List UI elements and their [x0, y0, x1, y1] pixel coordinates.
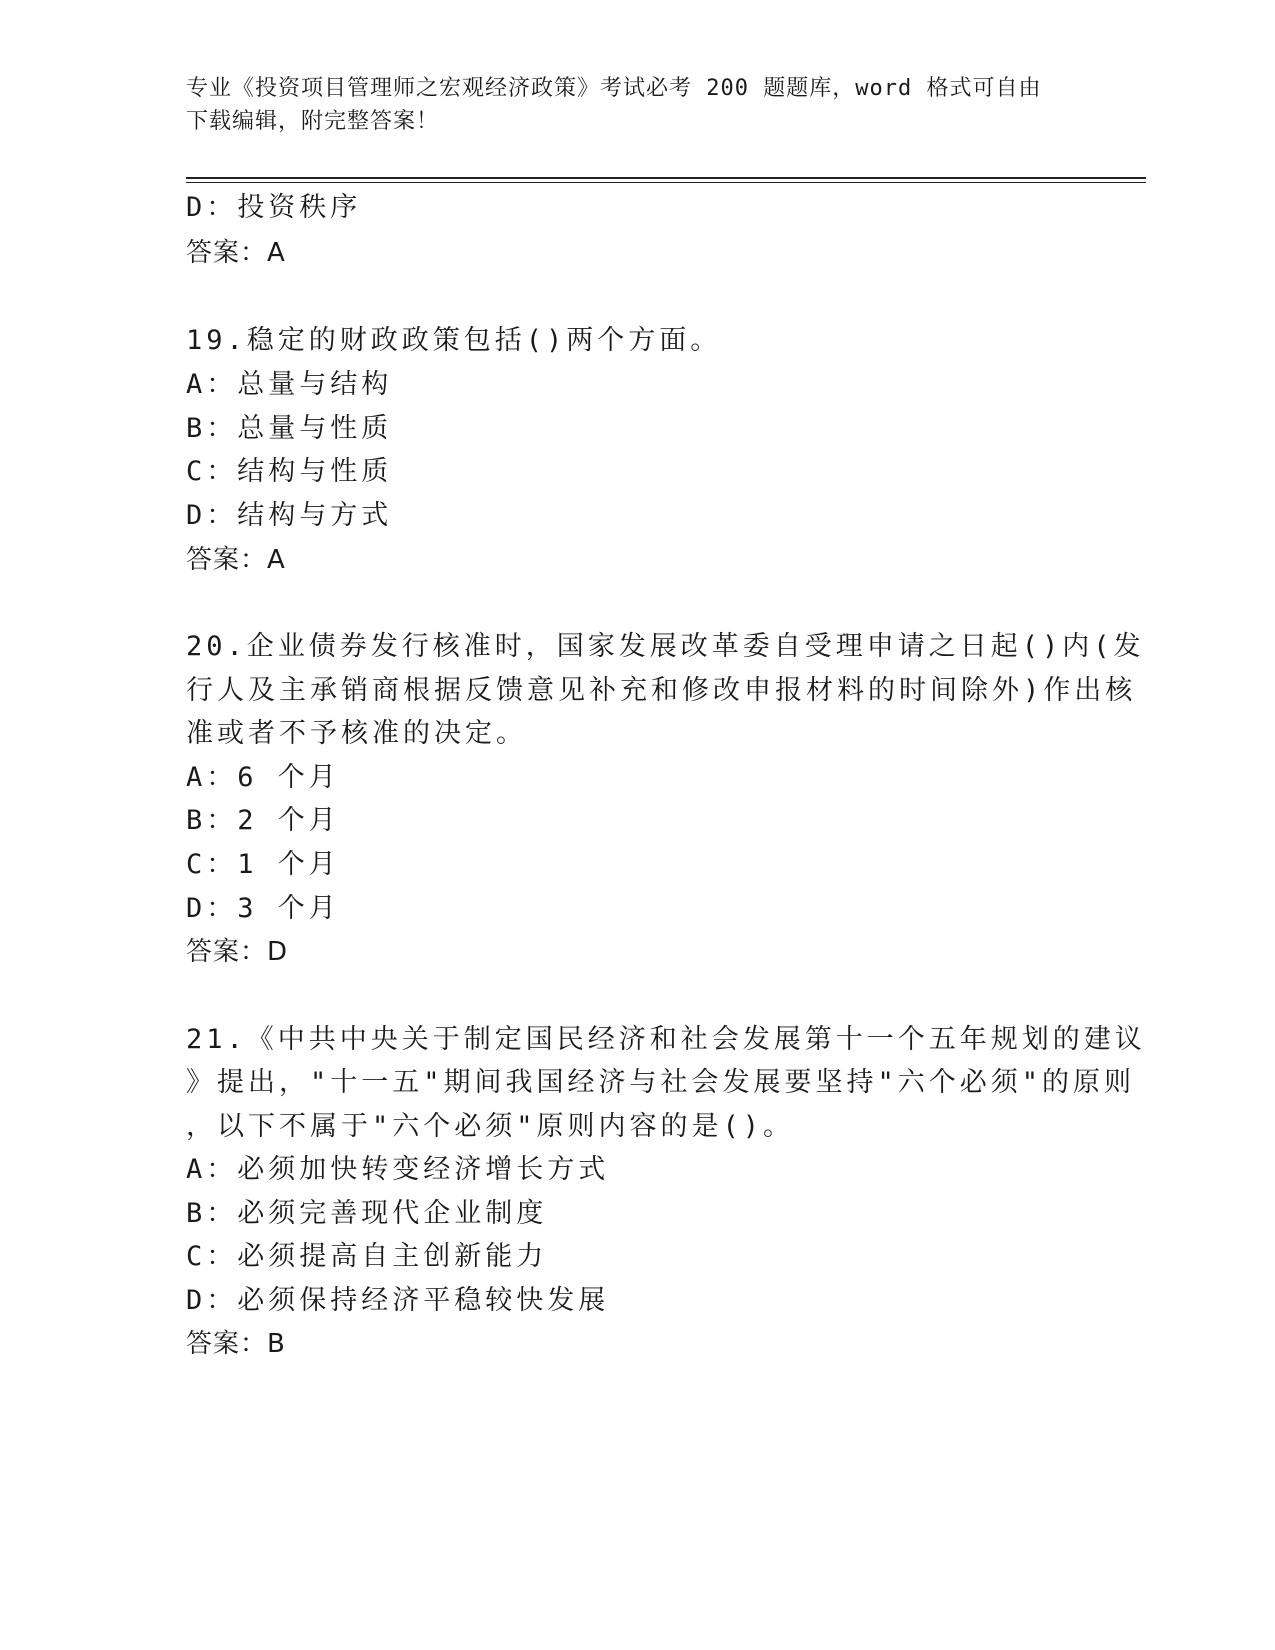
document-header: [186, 72, 1086, 138]
q21-stem-line-1: 21.《中共中央关于制定国民经济和社会发展第十一个五年规划的建议: [186, 1024, 1146, 1055]
q19-option-c: C：结构与性质: [186, 456, 393, 487]
q19-answer: 答案：A: [186, 545, 286, 575]
q21-stem-line-3: ，以下不属于"六个必须"原则内容的是()。: [186, 1111, 795, 1142]
q21-stem-line-2: 》提出，"十一五"期间我国经济与社会发展要坚持"六个必须"的原则: [186, 1067, 1136, 1098]
q19-stem-line-1: 19.稳定的财政政策包括()两个方面。: [186, 325, 722, 356]
q21-option-d: D：必须保持经济平稳较快发展: [186, 1285, 610, 1316]
q21-option-a: A：必须加快转变经济增长方式: [186, 1154, 610, 1185]
q21-option-c: C：必须提高自主创新能力: [186, 1241, 548, 1272]
q21-answer: 答案：B: [186, 1329, 286, 1359]
header-divider-thin: [186, 182, 1146, 183]
header-line-1: 专业《投资项目管理师之宏观经济政策》考试必考 200 题题库，word 格式可自由: [186, 76, 1042, 101]
q19-option-d: D：结构与方式: [186, 500, 393, 531]
q21-option-b: B：必须完善现代企业制度: [186, 1198, 548, 1229]
q19-option-b: B：总量与性质: [186, 413, 393, 444]
q20-option-b: B：2 个月: [186, 805, 340, 836]
header-line-2: 下载编辑，附完整答案！: [186, 109, 440, 134]
header-divider-thick: [186, 177, 1146, 179]
q20-answer: 答案：D: [186, 937, 289, 967]
prev-answer: 答案：A: [186, 238, 286, 268]
prev-option-d: D：投资秩序: [186, 192, 362, 223]
q20-stem-line-3: 准或者不予核准的决定。: [186, 718, 527, 749]
q19-option-a: A：总量与结构: [186, 369, 393, 400]
q20-option-a: A：6 个月: [186, 762, 340, 793]
q20-stem-line-2: 行人及主承销商根据反馈意见补充和修改申报材料的时间除外)作出核: [186, 675, 1137, 706]
q20-option-d: D：3 个月: [186, 893, 340, 924]
q20-option-c: C：1 个月: [186, 849, 340, 880]
q20-stem-line-1: 20.企业债券发行核准时，国家发展改革委自受理申请之日起()内(发: [186, 631, 1145, 662]
